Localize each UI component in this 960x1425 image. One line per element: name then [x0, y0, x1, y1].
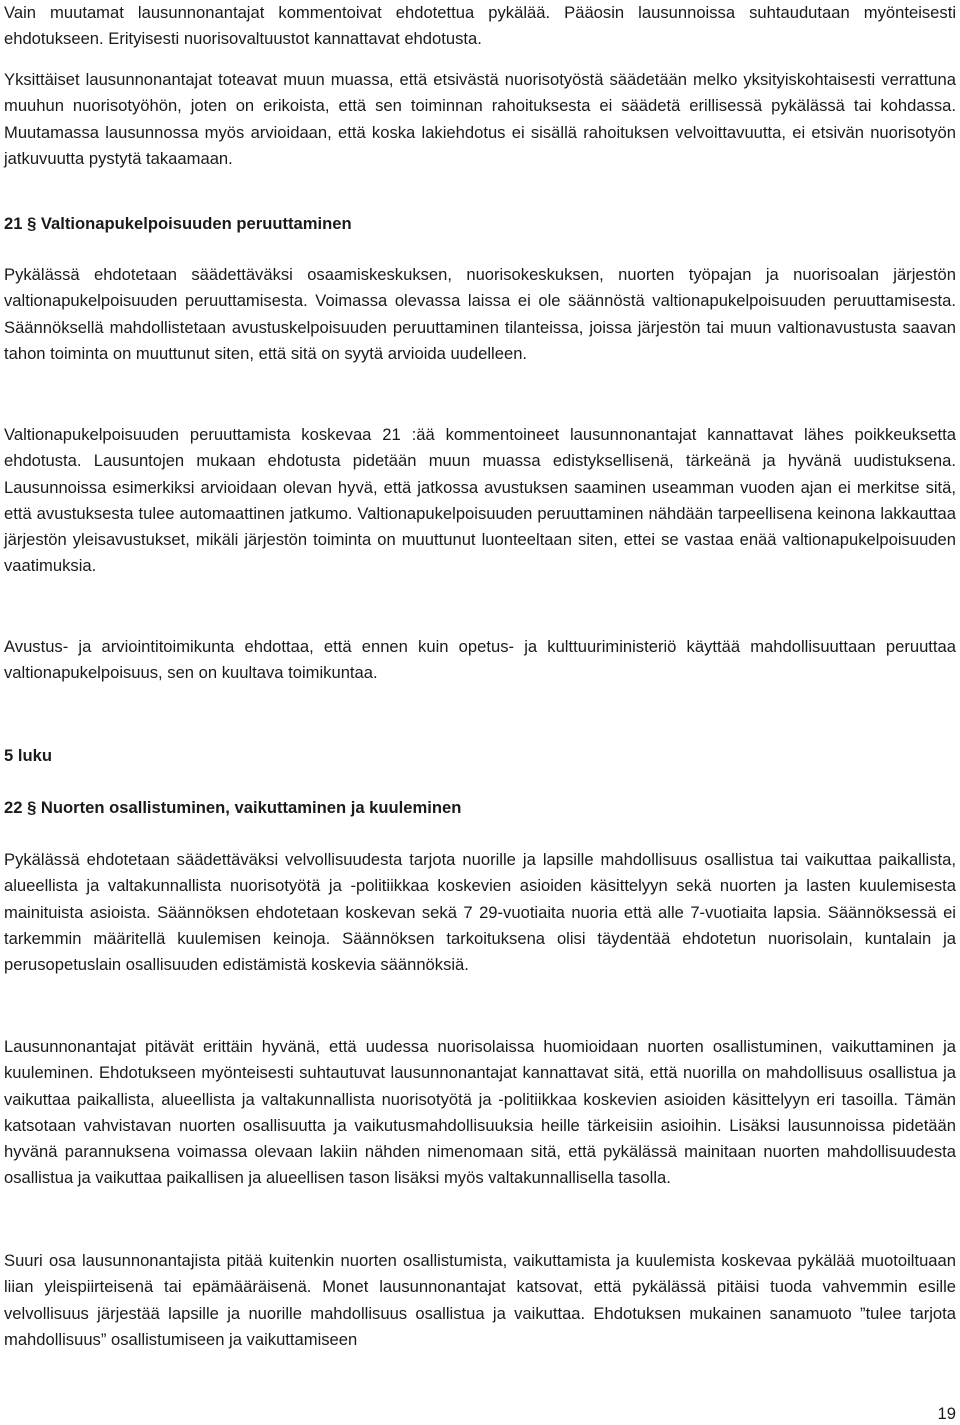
paragraph-individual-opinions — [4, 67, 956, 172]
paragraph: Suuri osa lausunnonantajista pitää kuitenkin nuorten osallistumista, vaikuttamista ja kuulemista koskevaa pykälää muotoiltuaan liian yleispiirteisenä tai epämääräisenä. Monet lausunnonantajat katsovat, että pykälässä pitäisi tuoda vahvemmin esille velvollisuus järjestää lapsille ja nuorille mahdollisuus osallistua ja vaikuttaa. Ehdotuksen mukainen sanamuoto ”tulee tarjota mahdollisuus” osallistumiseen ja vaikuttamiseen — [4, 1251, 956, 1349]
paragraph: Lausunnonantajat pitävät erittäin hyvänä, että uudessa nuorisolaissa huomioidaan nuorten osallistuminen, vaikuttaminen ja kuuleminen. Ehdotukseen myönteisesti suhtautuvat lausunnonantajat kannattavat sitä, että nuorilla on mahdollisuus osallistua ja vaikuttaa paikallista, alueellista ja valtakunnallista nuorisotyötä ja -politiikkaa koskevien asioiden käsittelyyn eri tasoilla. Tämän katsotaan vahvistavan nuorten osallisuutta ja vaikutusmahdollisuuksia heille tärkeisiin asioihin. Lisäksi lausunnoissa pidetään hyvänä parannuksena voimassa olevaan lakiin nähden nimenomaan sitä, että pykälässä mainitaan nuorten mahdollisuudesta osallistua ja vaikuttaa paikallisen ja alueellisen tason lisäksi myös valtakunnallisella tasolla. — [4, 1037, 956, 1188]
paragraph-committee-proposal — [4, 634, 956, 687]
chapter-heading: 5 luku — [4, 746, 52, 765]
paragraph-intro — [4, 0, 956, 53]
paragraph-section-22-description — [4, 847, 956, 978]
paragraph: Pykälässä ehdotetaan säädettäväksi osaamiskeskuksen, nuorisokeskuksen, nuorten työpajan ja nuorisoalan järjestön valtionapukelpoisuuden peruuttamisesta. Voimassa olevassa laissa ei ole säännöstä valtionapukelpoisuuden peruuttamisesta. Säännöksellä mahdollistetaan avustuskelpoisuuden peruuttaminen tilanteissa, joissa järjestön tai muun valtionavustusta saavan tahon toiminta on muuttunut siten, että sitä on syytä arvioida uudelleen. — [4, 265, 956, 363]
paragraph: Yksittäiset lausunnonantajat toteavat muun muassa, että etsivästä nuorisotyöstä säädetään melko yksityiskohtaisesti verrattuna muuhun nuorisotyöhön, joten on erikoista, että sen toiminnan rahoituksesta ei säädetä erillisessä pykälässä tai kohdassa. Muutamassa lausunnossa myös arvioidaan, että koska lakiehdotus ei sisällä rahoituksen velvoittavuutta, ei etsivän nuorisotyön jatkuvuutta pystytä takaamaan. — [4, 70, 956, 168]
paragraph: Pykälässä ehdotetaan säädettäväksi velvollisuudesta tarjota nuorille ja lapsille mahdollisuus osallistua tai vaikuttaa paikallista, alueellista ja valtakunnallista nuorisotyötä ja -politiikkaa koskevien asioiden käsittelyyn sekä nuorten ja lasten kuulemisesta mainituista asioista. Säännöksen ehdotetaan koskevan sekä 7 29-vuotiaita nuoria että alle 7-vuotiaita lapsia. Säännöksessä ei tarkemmin määritellä kuulemisen keinoja. Säännöksen tarkoituksena olisi täydentää ehdotetun nuorisolain, kuntalain ja perusopetuslain osallisuuden edistämistä koskevia säännöksiä. — [4, 850, 956, 975]
paragraph-section-22-criticism — [4, 1248, 956, 1353]
page-number: 19 — [937, 1404, 956, 1423]
paragraph-section-22-support — [4, 1034, 956, 1192]
paragraph: Vain muutamat lausunnonantajat kommentoivat ehdotettua pykälää. Pääosin lausunnoissa suhtaudutaan myönteisesti ehdotukseen. Erityisesti nuorisovaltuustot kannattavat ehdotusta. — [4, 3, 956, 49]
paragraph-section-21-description — [4, 262, 956, 367]
paragraph: Valtionapukelpoisuuden peruuttamista koskevaa 21 :ää kommentoineet lausunnonantajat kannattavat lähes poikkeuksetta ehdotusta. Lausuntojen mukaan ehdotusta pidetään muun muassa edistyksellisenä, tärkeänä ja hyvänä uudistuksena. Lausunnoissa esimerkiksi arvioidaan olevan hyvä, että jatkossa avustuksen saaminen useamman vuoden ajan ei merkitse sitä, että avustuksesta tulee automaattinen jatkumo. Valtionapukelpoisuuden peruuttaminen nähdään tarpeellisena keinona lakkauttaa järjestön yleisavustukset, mikäli järjestön toiminta on muuttunut luonteeltaan siten, ettei se vastaa enää valtionapukelpoisuuden vaatimuksia. — [4, 425, 956, 576]
paragraph: Avustus- ja arviointitoimikunta ehdottaa, että ennen kuin opetus- ja kulttuuriministeriö käyttää mahdollisuuttaan peruuttaa valtionapukelpoisuus, sen on kuultava toimikuntaa. — [4, 637, 956, 683]
section-heading: 22 § Nuorten osallistuminen, vaikuttaminen ja kuuleminen — [4, 798, 462, 817]
section-heading: 21 § Valtionapukelpoisuuden peruuttaminen — [4, 214, 352, 233]
chapter-5-heading — [4, 743, 956, 769]
paragraph-section-21-comments — [4, 422, 956, 580]
section-22-heading — [4, 795, 956, 821]
section-21-heading — [4, 211, 956, 237]
